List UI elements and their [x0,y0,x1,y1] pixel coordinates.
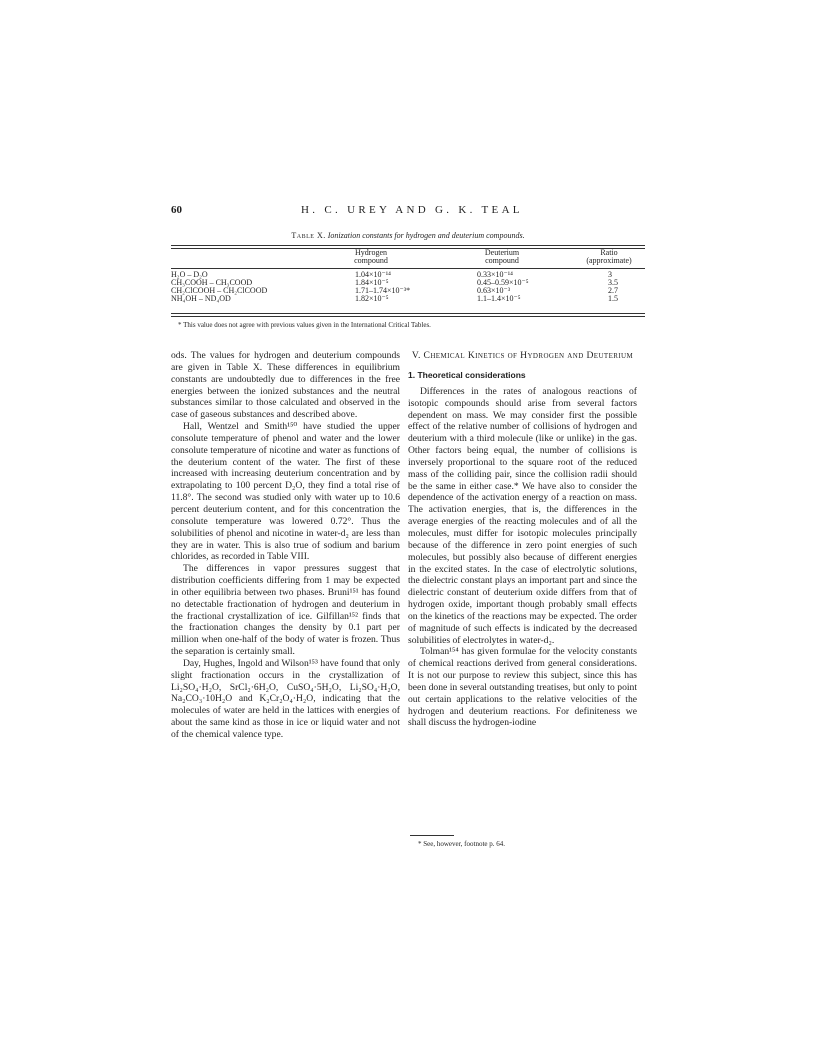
table-bottom-rule [171,313,645,317]
running-head: H. C. UREY AND G. K. TEAL [301,204,523,216]
page-footnote: * See, however, footnote p. 64. [418,840,506,848]
table-cell-deuterium: 0.33×10⁻¹⁴ [477,270,513,279]
section-title: V. Chemical Kinetics of Hydrogen and Deuterium [411,350,634,361]
right-text-column [408,350,637,729]
table-cell-deuterium: 0.45–0.59×10⁻⁵ [477,278,529,287]
table-cell-hydrogen: 1.71–1.74×10⁻³* [355,286,411,295]
col-header-hydrogen: Hydrogen compound [354,248,388,265]
table-cell-compound: CH₂ClCOOH – CH₂ClCOOD [171,286,268,295]
table-cell-ratio: 3.5 [608,278,618,287]
table-caption [171,231,645,240]
col-header-ratio: Ratio (approximate) [586,248,632,265]
table-cell-compound: H₂O – D₂O [171,270,208,279]
paragraph: Day, Hughes, Ingold and Wilson¹⁵³ have found that only slight fractionation occurs in the crystallization of Li₂SO₄·H₂O, SrCl₂·6H₂O, CuSO₄·5H₂O, Li₂SO₄·H₂O, Na₂CO₃·10H₂O and K₂Cr₂O₄·H₂O, indicating that the molecules of water are held in the lattices with energies of about the same kind as those in ice or liquid water and not of the chemical valence type. [171,657,400,740]
table-cell-hydrogen: 1.04×10⁻¹⁴ [355,270,391,279]
footnote-rule [410,835,454,836]
ionization-table [171,249,645,344]
table-cell-ratio: 1.5 [608,294,618,303]
table-cell-ratio: 3 [608,270,612,279]
subsection-heading: 1. Theoretical considerations [408,370,526,380]
table-cell-deuterium: 1.1–1.4×10⁻⁵ [477,294,521,303]
table-title: Ionization constants for hydrogen and deuterium compounds. [327,231,525,240]
page-number: 60 [171,204,182,216]
left-text-column [171,350,400,741]
table-cell-ratio: 2.7 [608,286,618,295]
table-cell-compound: CH₃COOH – CH₃COOD [171,278,253,287]
table-footnote: * This value does not agree with previous values given in the International Critical Tables. [178,321,431,329]
table-cell-deuterium: 0.63×10⁻³ [477,286,511,295]
paragraph: ods. The values for hydrogen and deuterium compounds are given in Table X. These differences in equilibrium constants are undoubtedly due to differences in the free energies between the ionized substances and the neutral substances similar to those calculated and observed in the case of gaseous substances and described above. [171,350,400,421]
paragraph: Tolman¹⁵⁴ has given formulae for the velocity constants of chemical reactions derived from general considerations. It is not our purpose to review this subject, since this has been done in several outstanding treatises, but only to point out certain applications to the relative velocities of the hydrogen and deuterium reactions. For definiteness we shall discuss the hydrogen-iodine [408,646,637,729]
table-header-rule [171,268,645,269]
table-cell-compound: NH₄OH – ND₄OD [171,294,231,303]
page-header [171,204,645,220]
table-cell-hydrogen: 1.84×10⁻⁵ [355,278,389,287]
paragraph: Differences in the rates of analogous reactions of isotopic compounds should arise from several factors dependent on mass. We may consider first the possible effect of the relative number of collisions of hydrogen and deuterium with a third molecule (like or unlike) in the gas. Other factors being equal, the number of collisions is inversely proportional to the square root of the reduced mass of the colliding pair, since the collision radii should be the same in either case.* We have also to consider the dependence of the activation energy of a reaction on mass. The activation energies, that is, the differences in the average energies of the reacting molecules and of all the molecules, must differ for isotopic molecules principally because of the difference in zero point energies of such molecules, but possibly also because of different energies in the excited states. In the case of electrolytic solutions, the dielectric constant plays an important part and since the dielectric constant of deuterium oxide differs from that of hydrogen oxide, important though probably small effects on the kinetics of the reactions may be expected. The order of magnitude of such effects is indicated by the decreased solubilities of electrolytes in water-d₂. [408,385,637,646]
col-header-deuterium: Deuterium compound [484,248,520,265]
table-cell-hydrogen: 1.82×10⁻⁵ [355,294,389,303]
table-label: Table X. [291,231,326,240]
paragraph: Hall, Wentzel and Smith¹⁵⁰ have studied the upper consolute temperature of phenol and water and the lower consolute temperature of nicotine and water as functions of the deuterium content of the water. The first of these increased with increasing deuterium concentration and by extrapolating to 100 percent D₂O, they find a total rise of 11.8°. The second was studied only with water up to 10.6 percent deuterium content, and for this concentration the consolute temperature was lowered 0.72°. Thus the solubilities of phenol and nicotine in water-d₂ are less than they are in water. This is also true of sodium and barium chlorides, as recorded in Table VIII. [171,421,400,563]
paragraph: The differences in vapor pressures suggest that distribution coefficients differing from 1 may be expected in other equilibria between two phases. Bruni¹⁵¹ has found no detectable fractionation of hydrogen and deuterium in the fractional crystallization of ice. Gilfillan¹⁵² finds that the fractionation changes the density by 0.1 part per million when one-half of the body of water is frozen. Thus the separation is certainly small. [171,563,400,658]
